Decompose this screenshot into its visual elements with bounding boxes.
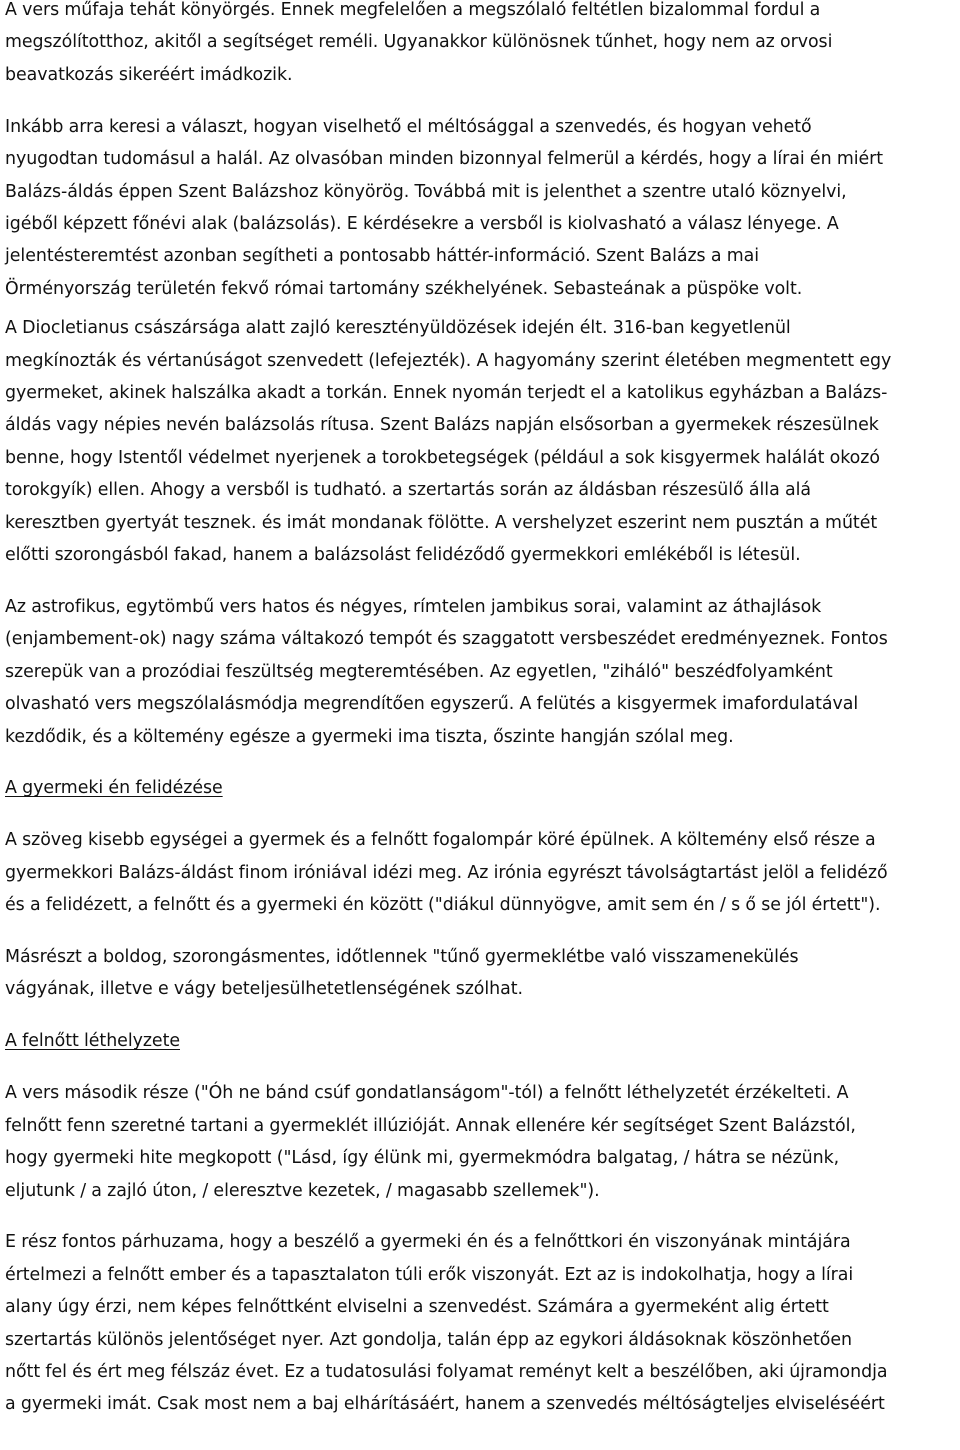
section-heading-child — [5, 772, 956, 804]
text-line: beavatkozás sikeréért imádkozik. — [5, 64, 293, 85]
text-line: és a felidézett, a felnőtt és a gyermeki én között ("diákul dünnyögve, amit sem én / s ő se jól értett"). — [5, 895, 881, 916]
text-line: áldás vagy népies nevén balázsolás rítusa. Szent Balázs napján elsősorban a gyermekek részesülnek — [5, 415, 879, 436]
text-line: A Diocletianus császársága alatt zajló keresztényüldözések idején élt. 316-ban kegyetlenül — [5, 318, 791, 339]
text-line: szertartás különös jelentőséget nyer. Azt gondolja, talán épp az egykori áldásoknak köszönhetően — [5, 1329, 852, 1350]
text-line: olvasható vers megszólaIásmódja megrendítően egyszerű. A felütés a kisgyermek imafordulatával — [5, 694, 859, 715]
text-line: A vers műfaja tehát könyörgés. Ennek megfelelően a megszólaló feltétlen bizalommal fordul a — [5, 0, 821, 20]
section-heading-text: A felnőtt léthelyzete — [5, 1031, 180, 1052]
section-heading-adult — [5, 1025, 956, 1057]
text-line: Inkább arra keresi a választ, hogyan viselhető el méltósággal a szenvedés, és hogyan vehető — [5, 116, 812, 137]
paragraph-intro — [5, 0, 956, 91]
text-line: nőtt fel és ért meg félszáz évet. Ez a tudatosulási folyamat reményt kelt a beszélőben, aki újramondja — [5, 1362, 888, 1383]
text-line: (enjambement-ok) nagy száma váltakozó tempót és szaggatott versbeszédet eredményeznek. Fontos — [5, 629, 888, 650]
paragraph-child-1 — [5, 824, 956, 921]
text-line: nyugodtan tudomásul a halál. Az olvasóban minden bizonnyal felmerül a kérdés, hogy a lírai én miért — [5, 149, 884, 170]
paragraph-adult-2 — [5, 1226, 956, 1420]
text-line: gyermekkori Balázs-áldást finom iróniával idézi meg. Az irónia egyrészt távolságtartást jelöl a felidéző — [5, 862, 888, 883]
text-line: A szöveg kisebb egységei a gyermek és a felnőtt fogalompár köré épülnek. A költemény első része a — [5, 830, 876, 851]
text-line: Az astrofikus, egytömbű vers hatos és négyes, rímtelen jambikus sorai, valamint az áthajlások — [5, 596, 822, 617]
text-line: E rész fontos párhuzama, hogy a beszélő a gyermeki én és a felnőttkori én viszonyának mintájára — [5, 1232, 851, 1253]
paragraph-child-2 — [5, 941, 956, 1006]
text-line: igéből képzett főnévi alak (balázsolás). E kérdésekre a versből is kiolvasható a válasz lényege. A — [5, 213, 839, 234]
text-line: megszólítotthoz, akitől a segítséget reméli. Ugyanakkor különösnek tűnhet, hogy nem az orvosi — [5, 32, 833, 53]
text-line: jelentésteremtést azonban segítheti a pontosabb háttér-információ. Szent Balázs a mai — [5, 246, 759, 267]
text-line: előtti szorongásból fakad, hanem a balázsolást felidéződő gyermekkori emlékéből is létesül. — [5, 545, 801, 565]
section-heading-text: A gyermeki én felidézése — [5, 778, 223, 799]
text-line: szerepük van a prozódiai feszültség megteremtésében. Az egyetlen, "zihálό" beszédfolyamként — [5, 661, 833, 682]
paragraph-adult-1 — [5, 1077, 956, 1207]
paragraph-form — [5, 591, 956, 753]
text-line: Másrészt a boldog, szorongásmentes, időtlennek "tűnő gyermeklétbe való visszamenekülés — [5, 947, 799, 968]
text-line: gyermeket, akinek halszálka akadt a torkán. Ennek nyomán terjedt el a katolikus egyházban a Balázs- — [5, 382, 888, 403]
text-line: kezdődik, és a költemény egésze a gyermeki ima tiszta, őszinte hangján szólal meg. — [5, 726, 734, 747]
text-line: felnőtt fenn szeretné tartani a gyermeklét illúzióját. Annak ellenére kér segítséget Szent Balázstól, — [5, 1115, 856, 1136]
text-line: vágyának, illetve e vágy beteljesülhetetlenségének szólhat. — [5, 979, 524, 1000]
text-line: keresztben gyertyát tesznek. és imát mondanak fölötte. A vershelyzet eszerint nem pusztán a műtét — [5, 512, 878, 533]
text-line: A vers második része ("Óh ne bánd csúf gondatlanságom"-tól) a felnőtt léthelyzetét érzékelteti. A — [5, 1083, 849, 1104]
text-line: Balázs-áldás éppen Szent Balázshoz könyörög. Továbbá mit is jelenthet a szentre utaló köznyelvi, — [5, 181, 847, 202]
text-line: megkínozták és vértanúságot szenvedett (lefejezték). A hagyomány szerint életében megmentett egy — [5, 350, 892, 371]
text-line: alany úgy érzi, nem képes felnőttként elviselni a szenvedést. Számára a gyermeként alig értett — [5, 1297, 829, 1318]
paragraph-question — [5, 111, 956, 305]
text-line: értelmezi a felnőtt ember és a tapasztalaton túli erők viszonyát. Ezt az is indokolhatja, hogy a lírai — [5, 1264, 854, 1285]
text-line: benne, hogy Istentől védelmet nyerjenek a torokbetegségek (például a sok kisgyermek halálát okozó — [5, 447, 880, 468]
text-line: a gyermeki imát. Csak most nem a baj elhárításáért, hanem a szenvedés méltóságteljes elviseléséért — [5, 1394, 885, 1415]
text-line: eljutunk / a zajló úton, / eleresztve kezetek, / magasabb szellemek"). — [5, 1180, 600, 1201]
text-line: Örményország területén fekvő római tartomány székhelyének. Sebasteának a püspöke volt. — [5, 278, 803, 299]
text-line: torokgyík) ellen. Ahogy a versből is tudható. a szertartás során az áldásban részesülő álla alá — [5, 480, 811, 501]
paragraph-history — [5, 312, 956, 571]
text-line: hogy gyermeki hite megkopott ("Lásd, így élünk mi, gyermekmódra balgatag, / hátra se nézünk, — [5, 1148, 840, 1169]
